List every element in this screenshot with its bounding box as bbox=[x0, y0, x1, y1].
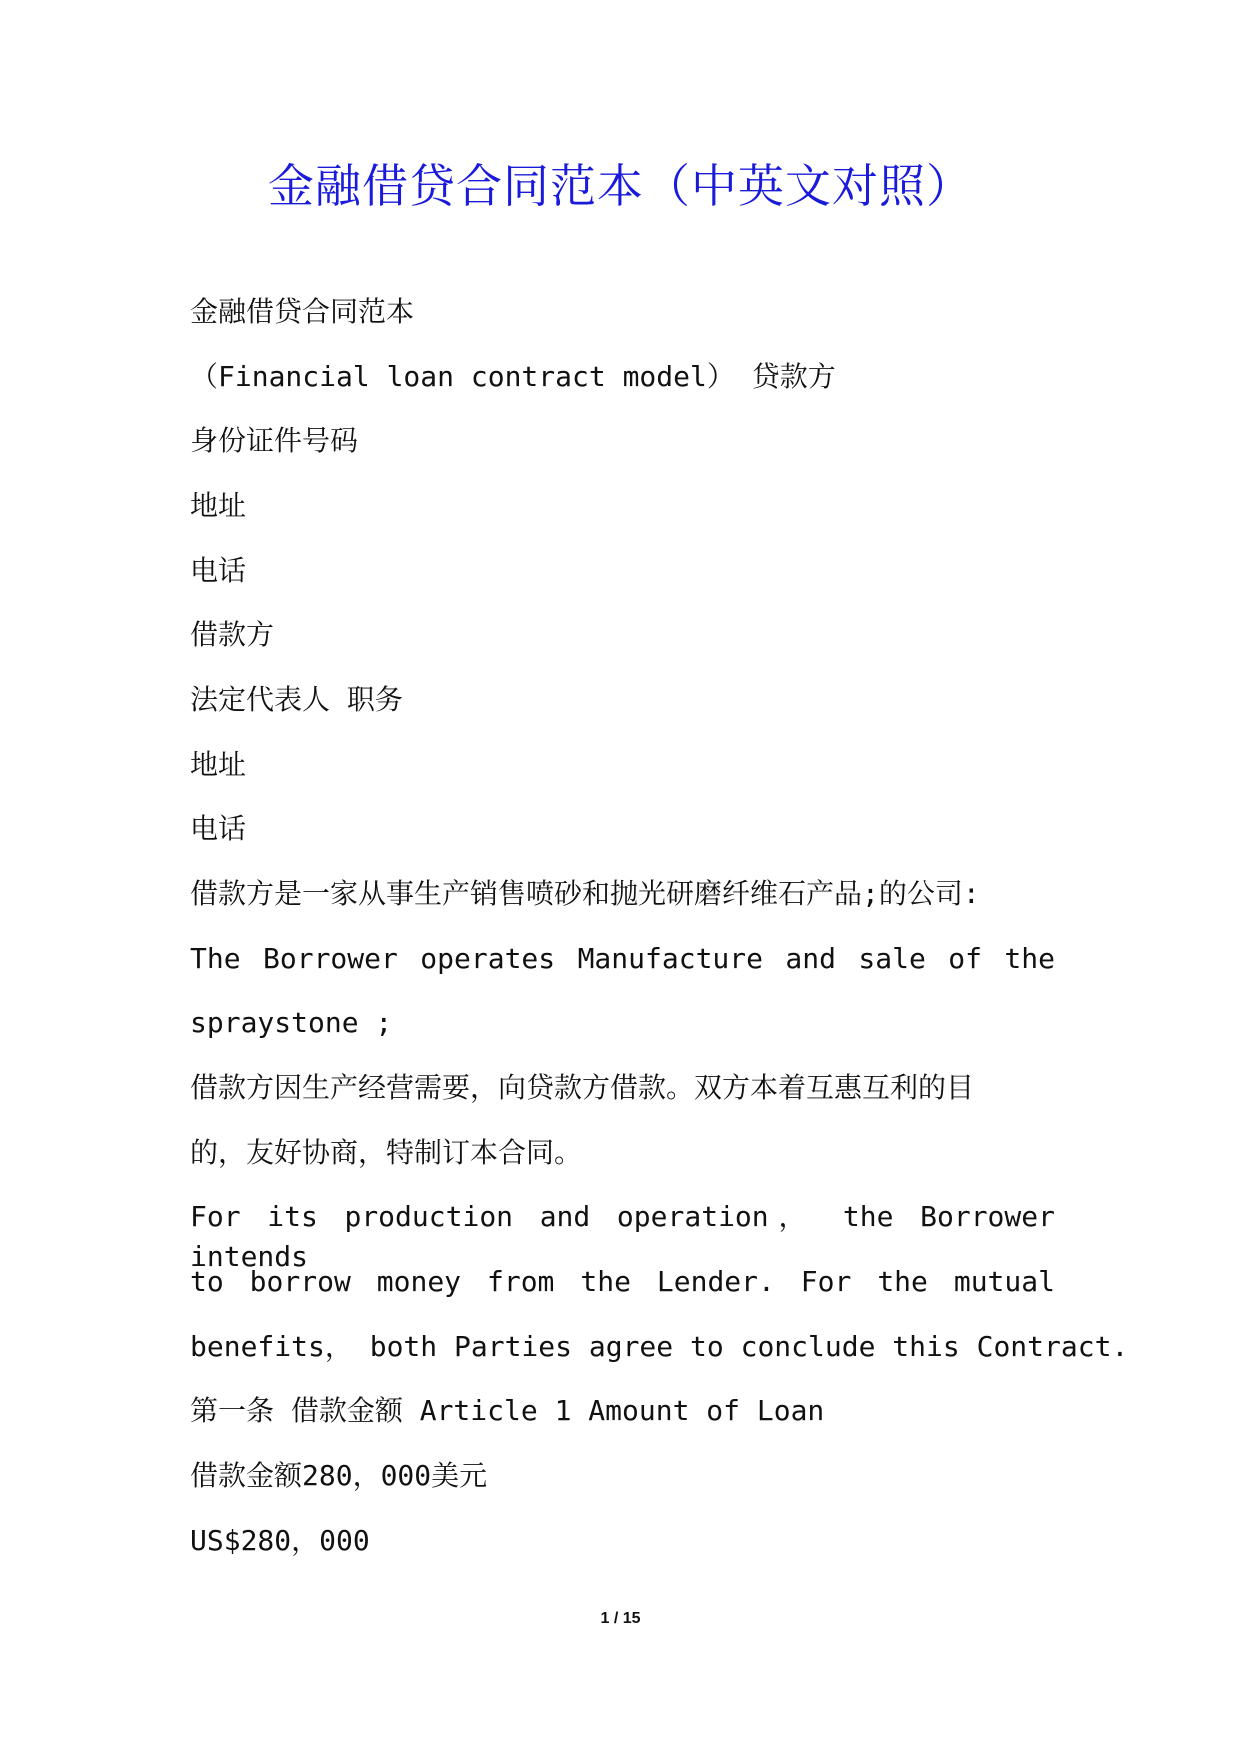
text-line: 身份证件号码 bbox=[190, 424, 359, 457]
text-line: US$280，000 bbox=[190, 1524, 370, 1557]
document-title: 金融借贷合同范本（中英文对照） bbox=[268, 159, 973, 213]
text-line: 地址 bbox=[190, 489, 247, 522]
text-line: 第一条 借款金额 Article 1 Amount of Loan bbox=[190, 1394, 825, 1427]
text-line: 电话 bbox=[190, 812, 247, 845]
text-line: 电话 bbox=[190, 554, 247, 587]
text-line: to borrow money from the Lender. For the mutual bbox=[190, 1265, 1055, 1298]
text-line: （Financial loan contract model） 贷款方 bbox=[190, 360, 836, 393]
text-line: 金融借贷合同范本 bbox=[190, 295, 415, 328]
text-line: 借款方因生产经营需要，向贷款方借款。双方本着互惠互利的目 bbox=[190, 1071, 975, 1104]
text-line: 法定代表人 职务 bbox=[190, 683, 403, 716]
text-line: 借款方 bbox=[190, 618, 275, 651]
text-line: spraystone ; bbox=[190, 1006, 393, 1039]
text-line: 的，友好协商，特制订本合同。 bbox=[190, 1136, 583, 1169]
text-line: The Borrower operates Manufacture and sale of the bbox=[190, 942, 1055, 975]
text-line: 借款方是一家从事生产销售喷砂和抛光研磨纤维石产品;的公司: bbox=[190, 877, 980, 910]
text-line: 借款金额280，000美元 bbox=[190, 1459, 488, 1492]
page-number: 1 / 15 bbox=[600, 1610, 641, 1627]
text-line: 地址 bbox=[190, 748, 247, 781]
text-line: benefits， both Parties agree to conclude this Contract. bbox=[190, 1330, 1129, 1363]
text-line: For its production and operation， the Borrower intends bbox=[190, 1200, 1055, 1273]
